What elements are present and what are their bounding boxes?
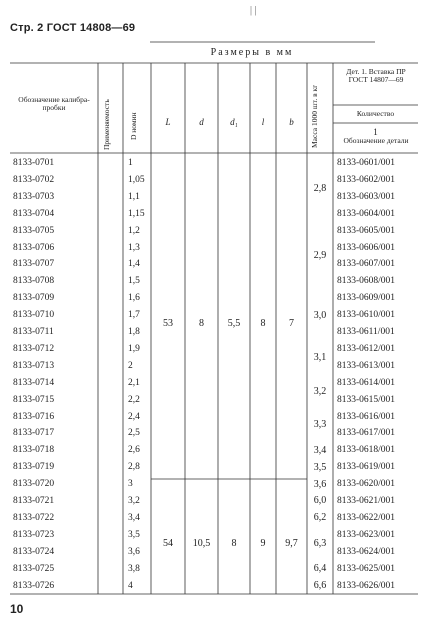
table-caption: Размеры в мм	[210, 47, 294, 58]
row-part-designation: 8133-0621/001	[337, 496, 396, 506]
mass-value: 2,8	[313, 182, 327, 194]
row-d-nominal: 3,8	[128, 563, 140, 574]
row-part-designation: 8133-0619/001	[337, 462, 396, 473]
mass-value: 3,0	[313, 309, 327, 321]
row-d-nominal: 4	[128, 580, 133, 591]
page-header: Стр. 2 ГОСТ 14808—69	[10, 22, 136, 34]
row-part-designation: 8133-0604/001	[337, 208, 396, 219]
header-quantity: Количество	[356, 109, 395, 118]
row-part-designation: 8133-0607/001	[337, 259, 396, 270]
row-part-designation: 8133-0614/001	[337, 377, 396, 388]
row-part-designation: 8133-0602/001	[337, 174, 396, 185]
row-part-designation: 8133-0623/001	[337, 529, 396, 540]
row-code: 8133-0702	[13, 174, 55, 185]
header-l-upper: L	[165, 117, 171, 127]
margin-marks: | |	[250, 5, 257, 16]
row-d-nominal: 3,4	[128, 512, 140, 523]
row-d-nominal: 3,2	[128, 496, 140, 506]
header-d: d	[199, 117, 204, 127]
row-code: 8133-0701	[13, 158, 55, 168]
row-code: 8133-0709	[13, 293, 55, 304]
group-d1-value: 5,5	[227, 318, 241, 329]
row-code: 8133-0704	[13, 208, 55, 219]
row-code: 8133-0715	[13, 394, 55, 405]
row-code: 8133-0706	[13, 242, 55, 253]
row-code: 8133-0711	[13, 327, 54, 337]
row-code: 8133-0717	[13, 428, 55, 439]
row-code: 8133-0707	[13, 259, 55, 270]
row-code: 8133-0724	[13, 546, 55, 557]
row-d-nominal: 2,2	[128, 394, 140, 405]
row-d-nominal: 1,9	[128, 343, 140, 354]
row-code: 8133-0705	[13, 225, 55, 236]
mass-value: 3,6	[313, 478, 327, 490]
row-code: 8133-0703	[13, 191, 55, 202]
row-code: 8133-0710	[13, 310, 55, 321]
row-part-designation: 8133-0622/001	[337, 512, 396, 523]
mass-value: 6,2	[313, 512, 327, 524]
row-d-nominal: 1,05	[128, 174, 145, 185]
row-part-designation: 8133-0617/001	[337, 428, 396, 439]
header-b: b	[289, 117, 294, 127]
row-part-designation: 8133-0603/001	[337, 191, 396, 202]
row-d-nominal: 3,6	[128, 546, 140, 557]
row-d-nominal: 1,15	[128, 208, 145, 219]
row-part-designation: 8133-0613/001	[337, 360, 396, 371]
row-part-designation: 8133-0601/001	[337, 158, 396, 168]
row-code: 8133-0726	[13, 580, 55, 591]
row-part-designation: 8133-0625/001	[337, 563, 396, 574]
row-code: 8133-0708	[13, 276, 55, 287]
row-part-designation: 8133-0605/001	[337, 225, 396, 236]
row-code: 8133-0716	[13, 411, 55, 422]
page-number: 10	[10, 602, 24, 616]
row-d-nominal: 1,5	[128, 276, 140, 287]
row-d-nominal: 1,8	[128, 327, 140, 337]
row-d-nominal: 1	[128, 158, 133, 168]
row-part-designation: 8133-0615/001	[337, 394, 396, 405]
header-d1: d₁	[230, 117, 238, 127]
group-l-value: 53	[163, 318, 173, 329]
group-b-value: 9,7	[285, 537, 298, 549]
row-d-nominal: 2,6	[128, 445, 140, 456]
mass-value: 6,3	[313, 537, 327, 549]
row-d-nominal: 2,8	[128, 462, 140, 473]
row-code: 8133-0722	[13, 512, 55, 523]
mass-value: 3,4	[313, 444, 327, 456]
row-d-nominal: 2,1	[128, 377, 140, 388]
group-b-value: 7	[289, 318, 294, 329]
row-part-designation: 8133-0626/001	[337, 580, 396, 591]
row-part-designation: 8133-0624/001	[337, 546, 396, 557]
row-part-designation: 8133-0620/001	[337, 479, 396, 490]
group-l-value: 9	[260, 537, 266, 549]
row-code: 8133-0712	[13, 343, 55, 354]
row-part-designation: 8133-0610/001	[337, 310, 396, 321]
group-l-value: 54	[163, 537, 173, 549]
mass-value: 3,1	[313, 351, 327, 363]
row-code: 8133-0713	[13, 360, 55, 371]
row-code: 8133-0714	[13, 377, 55, 388]
row-code: 8133-0719	[13, 462, 55, 473]
row-code: 8133-0720	[13, 479, 55, 490]
mass-value: 3,3	[313, 419, 327, 431]
group-d-value: 8	[199, 318, 204, 329]
mass-value: 2,9	[313, 250, 327, 262]
header-part-designation: Обозначение детали	[343, 136, 409, 145]
mass-value: 6,0	[313, 495, 327, 507]
row-part-designation: 8133-0609/001	[337, 293, 396, 304]
header-designation: Обозначение калибра-пробки	[18, 95, 90, 112]
row-d-nominal: 2,4	[128, 411, 140, 422]
row-part-designation: 8133-0608/001	[337, 276, 396, 287]
mass-value: 3,2	[313, 385, 327, 397]
header-mass: Масса 1000 шт. в кг	[310, 84, 319, 148]
row-d-nominal: 3	[128, 479, 133, 490]
row-d-nominal: 1,1	[128, 191, 140, 202]
group-d-value: 10,5	[192, 537, 211, 549]
row-part-designation: 8133-0606/001	[337, 242, 396, 253]
row-d-nominal: 1,2	[128, 225, 140, 236]
row-part-designation: 8133-0612/001	[337, 343, 396, 354]
row-code: 8133-0721	[13, 496, 55, 506]
row-d-nominal: 3,5	[128, 529, 140, 540]
mass-value: 6,4	[313, 563, 327, 575]
row-d-nominal: 2	[128, 360, 133, 371]
row-code: 8133-0718	[13, 445, 55, 456]
header-l-lower: l	[261, 117, 265, 127]
row-part-designation: 8133-0611/001	[337, 327, 395, 337]
mass-value: 3,5	[313, 461, 327, 473]
row-d-nominal: 1,4	[128, 259, 140, 270]
header-d-nominal: D номин	[129, 112, 138, 140]
row-part-designation: 8133-0618/001	[337, 445, 396, 456]
header-applicability: Применяемость	[102, 99, 111, 150]
row-d-nominal: 1,7	[128, 310, 140, 321]
mass-value: 6,6	[313, 579, 327, 591]
row-code: 8133-0725	[13, 563, 55, 574]
group-d1-value: 8	[231, 537, 237, 549]
row-part-designation: 8133-0616/001	[337, 411, 396, 422]
header-part-ref: Дет. 1. Вставка ПР ГОСТ 14807—69	[346, 67, 406, 84]
group-l-value: 8	[260, 318, 266, 329]
row-d-nominal: 1,3	[128, 242, 140, 253]
row-d-nominal: 1,6	[128, 293, 140, 304]
row-code: 8133-0723	[13, 529, 55, 540]
header-quantity-value: 1	[373, 127, 378, 137]
row-d-nominal: 2,5	[128, 428, 140, 439]
